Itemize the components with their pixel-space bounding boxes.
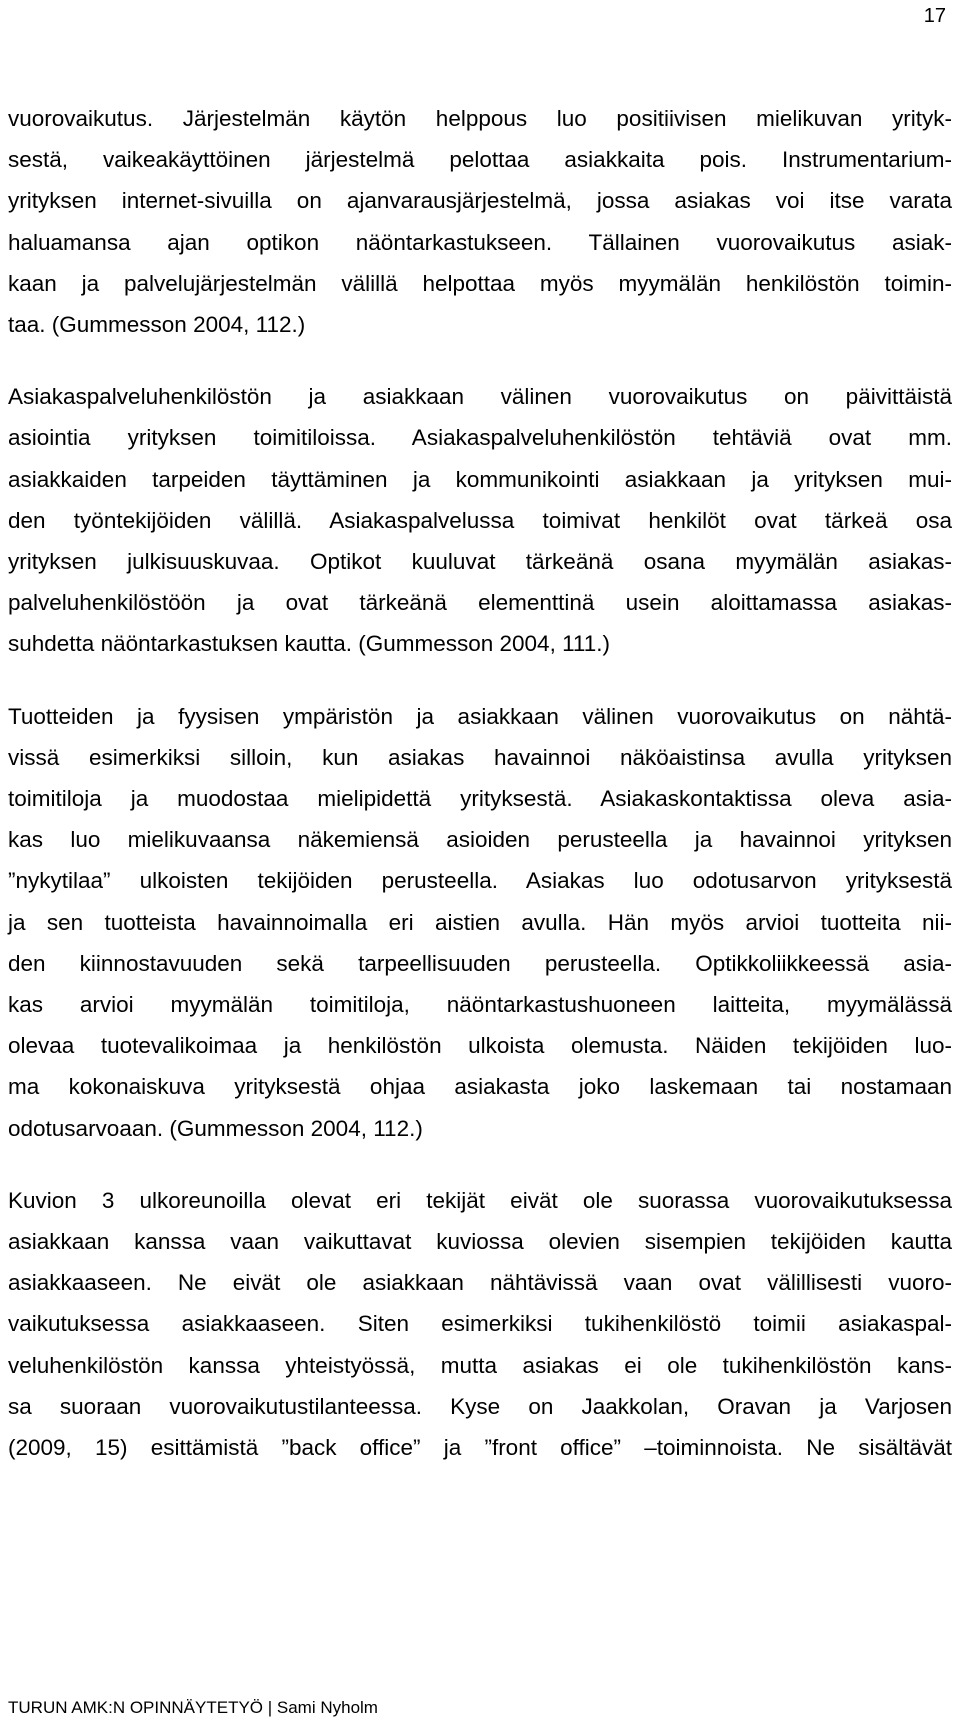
text-line: olevaa tuotevalikoimaa ja henkilöstön ulkoista olemusta. Näiden tekijöiden luo-	[8, 1033, 952, 1059]
text-line: sestä, vaikeakäyttöinen järjestelmä pelottaa asiakkaita pois. Instrumentarium-	[8, 147, 952, 173]
paragraph	[8, 98, 952, 345]
text-line: vissä esimerkiksi silloin, kun asiakas havainnoi näköaistinsa avulla yrityksen	[8, 744, 952, 770]
text-line: kas luo mielikuvaansa näkemiensä asioiden perusteella ja havainnoi yrityksen	[8, 827, 952, 853]
text-line: kaan ja palvelujärjestelmän välillä helpottaa myös myymälän henkilöstön toimin-	[8, 270, 952, 296]
text-line: asiakkaan kanssa vaan vaikuttavat kuviossa olevien sisempien tekijöiden kautta	[8, 1229, 952, 1255]
text-line: asiakkaiden tarpeiden täyttäminen ja kommunikointi asiakkaan ja yrityksen mui-	[8, 466, 952, 492]
text-line: odotusarvoaan. (Gummesson 2004, 112.)	[8, 1115, 423, 1141]
text-line: ja sen tuotteista havainnoimalla eri aistien avulla. Hän myös arvioi tuotteita nii-	[8, 909, 952, 935]
text-line: taa. (Gummesson 2004, 112.)	[8, 312, 306, 338]
paragraph	[8, 696, 952, 1149]
text-line: asiakkaaseen. Ne eivät ole asiakkaan nähtävissä vaan ovat välillisesti vuoro-	[8, 1270, 952, 1296]
text-line: ”nykytilaa” ulkoisten tekijöiden perusteella. Asiakas luo odotusarvon yrityksestä	[8, 868, 952, 894]
text-line: Tuotteiden ja fyysisen ympäristön ja asiakkaan välinen vuorovaikutus on nähtä-	[8, 703, 952, 729]
text-line: sa suoraan vuorovaikutustilanteessa. Kyse on Jaakkolan, Oravan ja Varjosen	[8, 1393, 952, 1419]
text-line: ma kokonaiskuva yrityksestä ohjaa asiakasta joko laskemaan tai nostamaan	[8, 1074, 952, 1100]
text-line: Asiakaspalveluhenkilöstön ja asiakkaan välinen vuorovaikutus on päivittäistä	[8, 384, 952, 410]
paragraph-gap	[8, 345, 952, 376]
body-text	[8, 98, 952, 1468]
text-line: Kuvion 3 ulkoreunoilla olevat eri tekijät eivät ole suorassa vuorovaikutuksessa	[8, 1187, 952, 1213]
text-line: den kiinnostavuuden sekä tarpeellisuuden perusteella. Optikkoliikkeessä asia-	[8, 950, 952, 976]
text-line: haluamansa ajan optikon näöntarkastukseen. Tällainen vuorovaikutus asiak-	[8, 229, 952, 255]
paragraph-gap	[8, 1149, 952, 1180]
text-line: veluhenkilöstön kanssa yhteistyössä, mutta asiakas ei ole tukihenkilöstön kans-	[8, 1352, 952, 1378]
paragraph	[8, 376, 952, 664]
paragraph	[8, 1180, 952, 1468]
text-line: palveluhenkilöstöön ja ovat tärkeänä elementtinä usein aloittamassa asiakas-	[8, 590, 952, 616]
footer-text: TURUN AMK:N OPINNÄYTETYÖ | Sami Nyholm	[8, 1698, 378, 1717]
text-line: suhdetta näöntarkastuksen kautta. (Gummesson 2004, 111.)	[8, 631, 611, 657]
text-line: vaikutuksessa asiakkaaseen. Siten esimerkiksi tukihenkilöstö toimii asiakaspal-	[8, 1311, 952, 1337]
text-line: (2009, 15) esittämistä ”back office” ja ”front office” –toiminnoista. Ne sisältävät	[8, 1435, 952, 1461]
paragraph-gap	[8, 665, 952, 696]
text-line: yrityksen julkisuuskuvaa. Optikot kuuluvat tärkeänä osana myymälän asiakas-	[8, 549, 952, 575]
text-line: yrityksen internet-sivuilla on ajanvarausjärjestelmä, jossa asiakas voi itse varata	[8, 188, 952, 214]
text-line: vuorovaikutus. Järjestelmän käytön helppous luo positiivisen mielikuvan yrityk-	[8, 106, 952, 131]
text-line: asiointia yrityksen toimitiloissa. Asiakaspalveluhenkilöstön tehtäviä ovat mm.	[8, 425, 952, 451]
text-line: den työntekijöiden välillä. Asiakaspalvelussa toimivat henkilöt ovat tärkeä osa	[8, 507, 952, 533]
text-line: kas arvioi myymälän toimitiloja, näöntarkastushuoneen laitteita, myymälässä	[8, 992, 952, 1018]
page-number: 17	[923, 5, 946, 27]
text-line: toimitiloja ja muodostaa mielipidettä yrityksestä. Asiakaskontaktissa oleva asia-	[8, 786, 952, 812]
